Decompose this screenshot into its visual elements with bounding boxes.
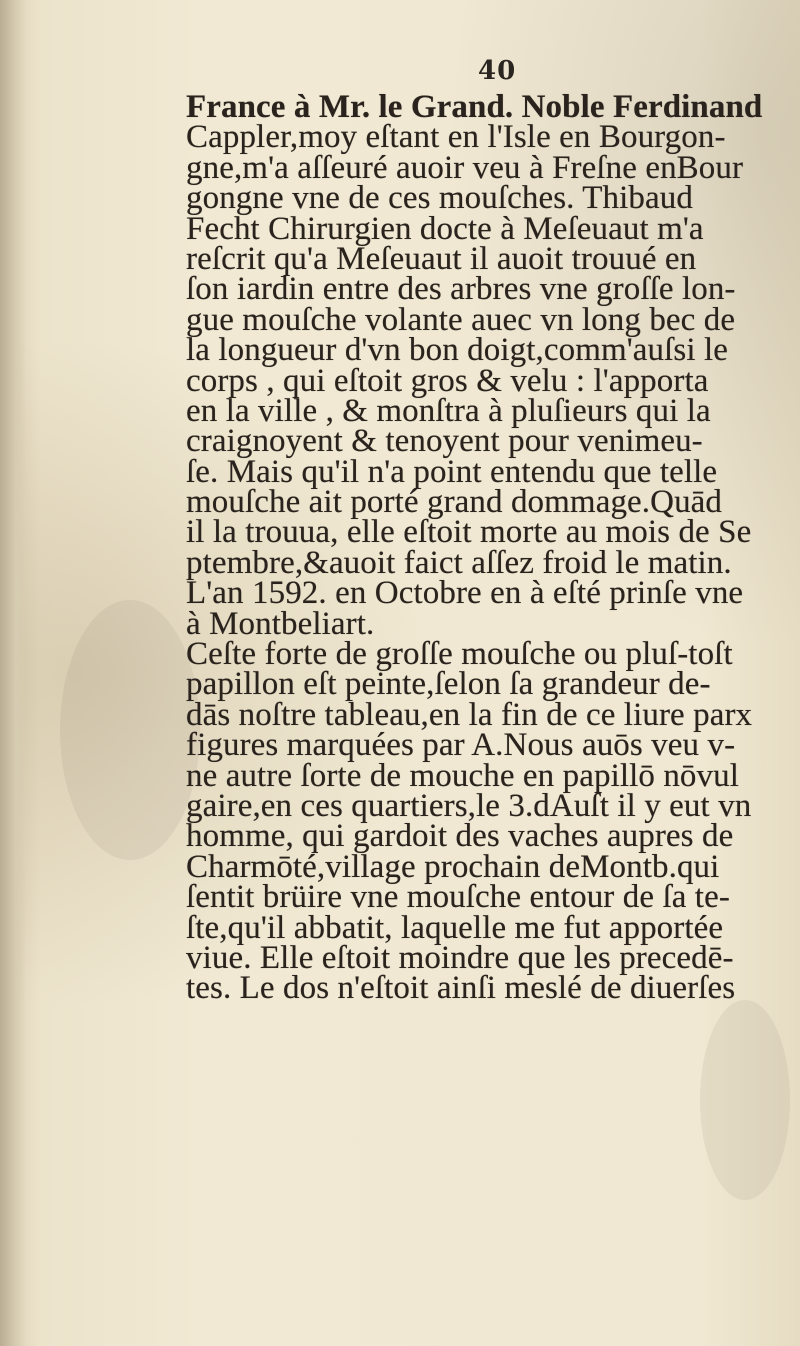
text-line: Charmōté,village prochain deMontb.qui <box>186 848 720 885</box>
text-line: tes. Le dos n'eſtoit ainſi meslé de diuerſes <box>186 970 736 1007</box>
page-binding-edge <box>0 0 26 1346</box>
paper-stain <box>700 1000 790 1200</box>
text-line: ſon iardin entre des arbres vne groſſe lon- <box>186 271 736 308</box>
text-line: Ceſte forte de groſſe mouſche ou pluſ-toſt <box>186 636 733 673</box>
text-line: viue. Elle eſtoit moindre que les precedē- <box>186 939 734 976</box>
page-number: 40 <box>478 56 517 86</box>
text-line: ne autre ſorte de mouche en papillō nōvul <box>186 757 739 794</box>
text-line: ptembre,&auoit faict aſſez froid le matin. <box>186 544 732 581</box>
text-line: ſentit brüire vne mouſche entour de ſa te- <box>186 879 730 916</box>
text-line: gongne vne de ces mouſches. Thibaud <box>186 180 693 217</box>
text-line: ſe. Mais qu'il n'a point entendu que telle <box>186 453 718 490</box>
text-line: la longueur d'vn bon doigt,comm'auſsi le <box>186 332 728 369</box>
text-line: craignoyent & tenoyent pour venimeu- <box>186 423 703 460</box>
text-line: à Montbeliart. <box>186 605 375 642</box>
text-line: gaire,en ces quartiers,le 3.dAuſt il y eut vn <box>186 787 752 824</box>
text-line: reſcrit qu'a Meſeuaut il auoit trouué en <box>186 240 697 277</box>
text-line: figures marquées par A.Nous auōs veu v- <box>186 727 736 764</box>
text-line: ſte,qu'il abbatit, laquelle me fut apportée <box>186 909 724 946</box>
text-line: mouſche ait porté grand dommage.Quād <box>186 484 723 521</box>
text-line: Cappler,moy eſtant en l'Isle en Bourgon- <box>186 119 726 156</box>
text-line: corps , qui eſtoit gros & velu : l'apporta <box>186 362 709 399</box>
page-text <box>186 89 796 1007</box>
text-line: il la trouua, elle eſtoit morte au mois de Se <box>186 514 752 551</box>
text-line: en la ville , & monſtra à pluſieurs qui la <box>186 392 711 429</box>
text-line: papillon eſt peinte,ſelon ſa grandeur de- <box>186 666 711 703</box>
text-line: Fecht Chirurgien docte à Meſeuaut m'a <box>186 210 704 247</box>
text-line: L'an 1592. en Octobre en à eſté prinſe vne <box>186 575 744 612</box>
paper-stain <box>60 600 200 860</box>
text-line: gne,m'a aſſeuré auoir veu à Freſne enBour <box>186 149 744 186</box>
text-line: homme, qui gardoit des vaches aupres de <box>186 818 734 855</box>
text-line: gue mouſche volante auec vn long bec de <box>186 301 736 338</box>
text-line: dās noſtre tableau,en la fin de ce liure parx <box>186 696 753 733</box>
text-line: France à Mr. le Grand. Noble Ferdinand <box>186 89 763 125</box>
